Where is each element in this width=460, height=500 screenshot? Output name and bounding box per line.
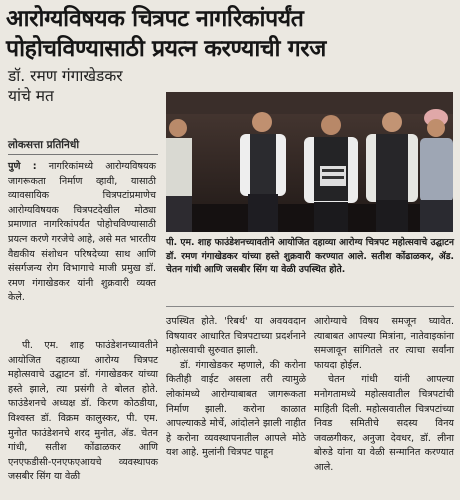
lede-text: नागरिकांमध्ये आरोग्यविषयक जागरूकता निर्माण व्हावी, यासाठी व्यावसायिक चित्रपटांप्रमाणेच आरोग्यविषयक चित्रपटदेखील मोठ्या प्रमाणात नागरिकांपर्यंत पोहोचविण्यासाठी प्रयत्न करणे गरजेचे आहे, असे मत भारतीय वैद्यकीय संशोधन परिषदेच्या साथ आणि संसर्गजन्य रोग विभागाचे माजी प्रमुख डॉ. रमण गंगाखेडकर यांनी शुक्रवारी व्यक्त केले. [8,161,156,304]
column-1-paragraph: पी. एम. शाह फाउंडेशनच्यावतीने आयोजित दहाव्या आरोग्य चित्रपट महोत्सवाचे उद्घाटन डॉ. गंगाखेडकर यांच्या हस्ते झाले, त्या प्रसंगी ते बोलत होते. फाउंडेशनचे अध्यक्ष डॉ. किरण कोठडीया, विश्वस्त डॉ. विक्रम कालुस्कर, पी. एम. मुनोत फाउंडेशनचे शरद मुनोत, ॲड. चेतन गांधी, सतीश कोंढाळकर आणि एनएफडीसी-एनएफएआयचे व्यवस्थापक जसबीर सिंग या वेळी [8,340,158,483]
caption-divider [166,306,454,307]
column-3 [314,315,454,476]
column-2 [166,315,306,461]
headline-line-2: पोहोचविण्यासाठी प्रयत्न करण्याची गरज [6,36,326,62]
headline [6,4,458,64]
column-1-continued [8,339,158,485]
byline-divider [8,154,158,155]
byline: लोकसत्ता प्रतिनिधी [8,139,80,151]
photo-caption: पी. एम. शाह फाउंडेशनच्यावतीने आयोजित दहाव्या आरोग्य चित्रपट महोत्सवाचे उद्घाटन डॉ. रमण गंगाखेडकर यांच्या हस्ते शुक्रवारी करण्यात आले. सतीश कोंढाळकर, ॲड. चेतन गांधी आणि जसबीर सिंग या वेळी उपस्थित होते. [166,237,454,275]
column-2-paragraph-1: उपस्थित होते. 'रिबर्थ' या अवयवदान विषयावर आधारित चित्रपटाच्या प्रदर्शनाने महोत्सवाची सुरुवात झाली. [166,316,306,357]
headline-line-1: आरोग्यविषयक चित्रपट नागरिकांपर्यंत [6,6,304,32]
lede-paragraph [8,160,156,306]
event-photo [166,92,453,232]
strap [8,66,178,106]
column-3-paragraph-1: आरोग्याचे विषय समजून घ्यावेत. त्याबाबत आपल्या मित्रांना, नातेवाइकांना समजावून सांगितले तर त्याचा सर्वांना फायदा होईल. [314,316,454,371]
event-photo-illustration [166,92,453,232]
strap-line-2: यांचे मत [8,87,54,105]
strap-line-1: डॉ. रमण गंगाखेडकर [8,67,123,85]
column-3-paragraph-2: चेतन गांधी यांनी आपल्या मनोगतामध्ये महोत्सवातील चित्रपटांची माहिती दिली. महोत्सवातील चित्रपटांच्या निवड समितीचे सदस्य विनय जवळगीकर, अनुजा देवधर, डॉ. लीना बोरुडे यांना या वेळी सन्मानित करण्यात आले. [314,374,454,473]
column-2-paragraph-2: डॉ. गंगाखेडकर म्हणाले, की करोना कितीही वाईट असला तरी त्यामुळे लोकांमध्ये आरोग्याबाबत जागरूकता निर्माण झाली. करोना काळात आपल्याकडे मोर्चे, आंदोलने झाली नाहीत हे करोना व्यवस्थापनातील आपले मोठे यश आहे. मुलांनी चित्रपट पाहून [166,359,306,459]
dateline: पुणे : [8,161,37,172]
